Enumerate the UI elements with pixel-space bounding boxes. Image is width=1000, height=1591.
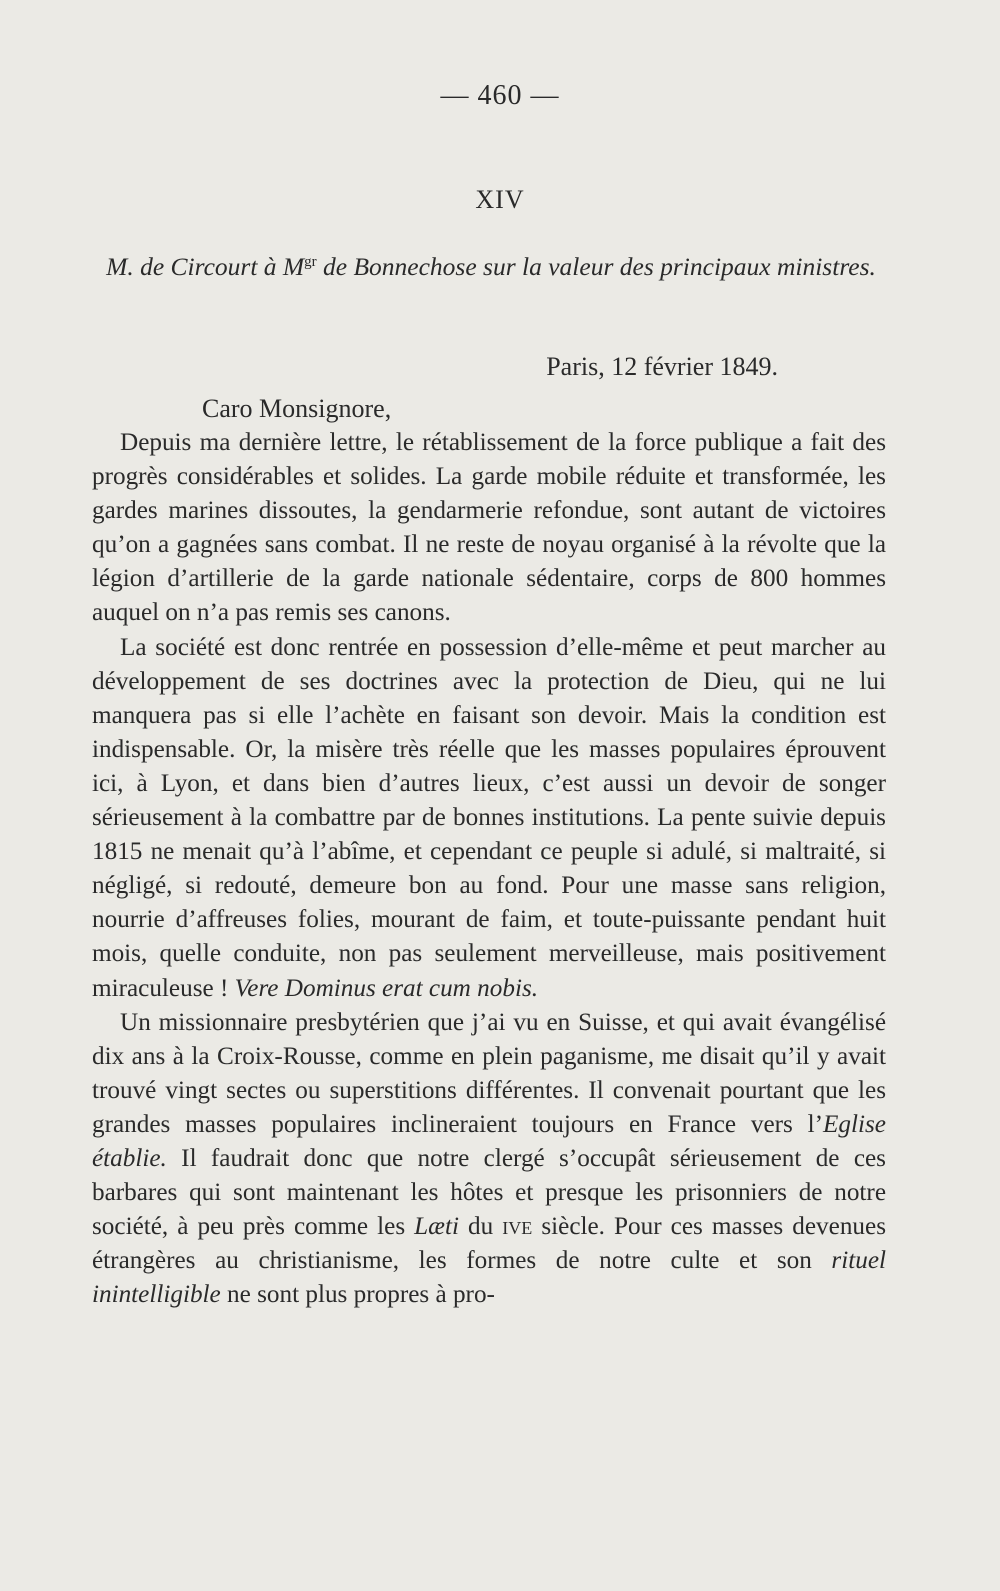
chapter-number: XIV — [475, 185, 525, 214]
letter-heading — [92, 244, 890, 285]
latin-quote: Vere Dominus erat cum nobis. — [234, 974, 539, 1002]
paragraph-3-part-e: ne sont plus propres à pro- — [220, 1281, 495, 1309]
italic-rituel: rituel inintelligible — [92, 1247, 886, 1309]
italic-laeti: Læti — [414, 1213, 459, 1241]
heading-text-start: M. de Circourt à M — [106, 252, 305, 281]
paragraph-3-part-c: du — [458, 1213, 503, 1241]
paragraph-2 — [92, 631, 886, 1006]
page-number: — 460 — — [440, 80, 560, 111]
paragraph-3-part-b: Il faudrait donc que notre clergé s’occupât sérieusement de ces barbares qui sont maintenant les hôtes et presque les prisonniers de notre société, à peu près comme les — [92, 1144, 886, 1241]
paragraph-1: Depuis ma dernière lettre, le rétablissement de la force publique a fait des progrès considérables et solides. La garde mobile réduite et transformée, les gardes marines dissoutes, la gendarmerie refondue, sont autant de victoires qu’on a gagnées sans combat. Il ne reste de noyau organisé à la révolte que la légion d’artillerie de la garde nationale sédentaire, corps de 800 hommes auquel on n’a pas remis ses canons. — [92, 429, 886, 627]
paragraph-3 — [92, 1006, 886, 1313]
letter-salutation: Caro Monsignore, — [202, 394, 392, 423]
paragraph-3-part-d: siècle. Pour ces masses devenues étrangères au christianisme, les formes de notre culte et son — [92, 1213, 886, 1275]
heading-superscript: gr — [304, 254, 317, 270]
paragraph-3-part-a: Un missionnaire presbytérien que j’ai vu en Suisse, et qui avait évangélisé dix ans à la Croix-Rousse, comme en plein paganisme, me disait qu’il y avait trouvé vingt sectes ou superstitions différentes. Il convenait pourtant que les grandes masses populaires inclineraient toujours en France vers l’ — [92, 1008, 886, 1138]
heading-text-end: de Bonnechose sur la valeur des principaux ministres. — [316, 252, 876, 281]
paragraph-2-text: La société est donc rentrée en possession d’elle-même et peut marcher au développement de ses doctrines avec la protection de Dieu, qui ne lui manquera pas si elle l’achète en faisant son devoir. Mais la condition est indispensable. Or, la misère très réelle que les masses populaires éprouvent ici, à Lyon, et dans bien d’autres lieux, c’est aussi un devoir de songer sérieusement à la combattre par de bonnes institutions. La pente suivie depuis 1815 ne menait qu’à l’abîme, et cependant ce peuple si adulé, si maltraité, si négligé, si redouté, demeure bon au fond. Pour une masse sans religion, nourrie d’affreuses folies, mourant de faim, et toute-puissante pendant huit mois, quelle conduite, non pas seulement merveilleuse, mais positivement miraculeuse ! — [92, 633, 886, 1002]
letter-body — [92, 426, 886, 1312]
century-numeral: ive — [502, 1213, 533, 1241]
letter-dateline: Paris, 12 février 1849. — [546, 352, 778, 381]
italic-eglise: Eglise établie. — [92, 1110, 886, 1172]
